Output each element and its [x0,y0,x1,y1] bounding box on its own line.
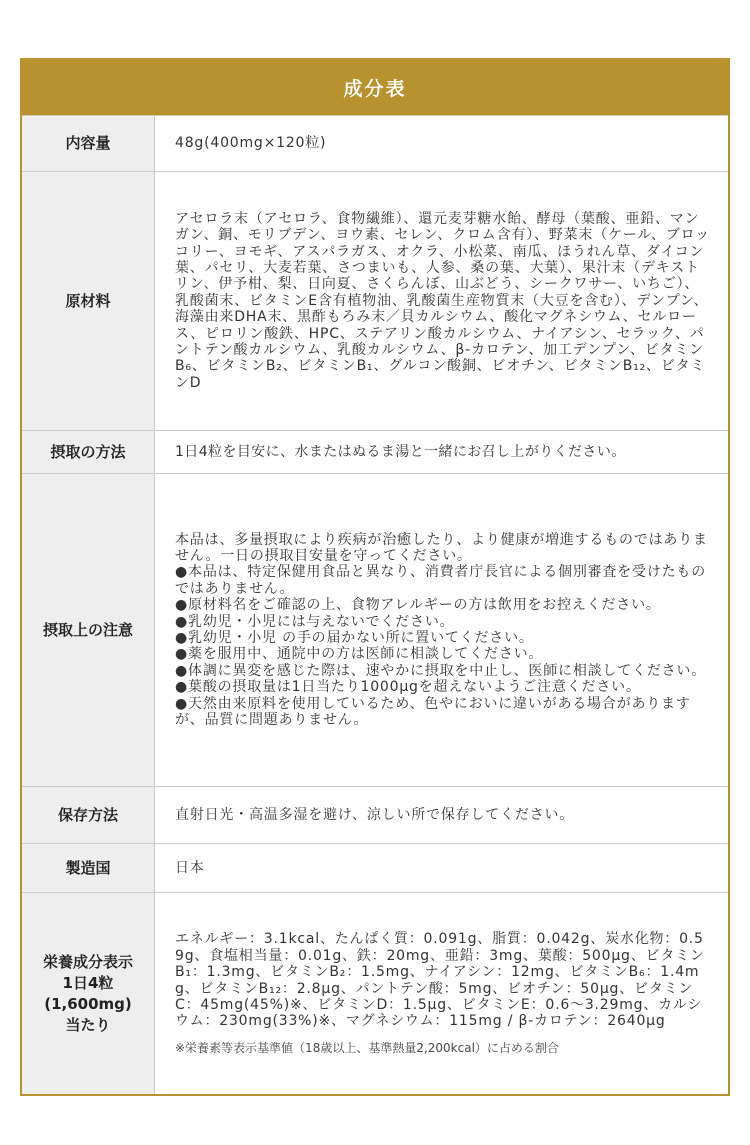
table-row [22,786,728,843]
caution-line: ●葉酸の摂取量は1日当たり1000μgを超えないようご注意ください。 [175,679,641,696]
caution-line: ●天然由来原料を使用しているため、色やにおいに違いがある場合がありますが、品質に問題ありません。 [175,695,691,729]
row-label-caution: 摂取上の注意 [22,474,155,786]
row-label-country: 製造国 [22,844,155,892]
table-row [22,430,728,473]
caution-line: ●原材料名をご確認の上、食物アレルギーの方は飲用をお控えください。 [175,597,661,614]
caution-line: ●乳幼児・小児 の手の届かない所に置いてください。 [175,630,534,646]
table-row [22,843,728,892]
country-text: 日本 [175,859,205,876]
content-text: 48g(400mg×120粒) [175,135,327,152]
row-value-country [155,844,728,892]
ingredients-text: アセロラ末（アセロラ、食物繊維）、還元麦芽糖水飴、酵母（葉酸、亜鉛、マンガン、銅、モリブデン、ヨウ素、セレン、クロム含有）、野菜末（ケール、ブロッコリー、ヨモギ、アスパラガス、オクラ、小松菜、南瓜、ほうれん草、ダイコン葉、パセリ、大麦若葉、さつまいも、人参、桑の葉、大葉）、果汁末（デキストリン、伊予柑、梨、日向夏、さくらんぼ、山ぶどう、シークワサー、いちご）、乳酸菌末、ビタミンE含有植物油、乳酸菌生産物質末（大豆を含む）、デンプン、海藻由来DHA末、黒酢もろみ末／貝カルシウム、酸化マグネシウム、セルロース、ピロリン酸鉄、HPC、ステアリン酸カルシウム、ナイアシン、セラック、パントテン酸カルシウム、乳酸カルシウム、β-カロテン、加工デンプン、ビタミンB₆、ビタミンB₂、ビタミンB₁、グルコン酸銅、ビオチン、ビタミンB₁₂、ビタミンD [175,210,710,391]
row-value-nutrition [155,893,728,1094]
row-label-how-to-take: 摂取の方法 [22,431,155,473]
row-value-how-to-take [155,431,728,473]
nutrition-footnote: ※栄養素等表示基準値（18歳以上、基準熱量2,200kcal）に占める割合 [175,1040,559,1055]
nutrition-text: エネルギー：3.1kcal、たんぱく質：0.091g、脂質：0.042g、炭水化物：0.59g、食塩相当量：0.01g、鉄：20mg、亜鉛：3mg、葉酸：500μg、ビタミンB₁：1.3mg、ビタミンB₂：1.5mg、ナイアシン：12mg、ビタミンB₆：1.4mg、ビタミンB₁₂：2.8μg、パントテン酸：5mg、ビオチン：50μg、ビタミンC：45mg(45%)※、ビタミンD：1.5μg、ビタミンE：0.6〜3.29mg、カルシウム：230mg(33%)※、マグネシウム：115mg / β-カロテン：2640μg [175,931,705,1030]
caution-line: 本品は、多量摂取により疾病が治癒したり、より健康が増進するものではありません。一日の摂取目安量を守ってください。 [175,531,708,564]
table-row [22,115,728,171]
caution-line: ●体調に異変を感じた際は、速やかに摂取を中止し、医師に相談してください。 [175,662,707,679]
row-label-storage: 保存方法 [22,787,155,843]
row-label-content: 内容量 [22,116,155,171]
how-to-take-text: 1日4粒を目安に、水またはぬるま湯と一緒にお召し上がりください。 [175,443,626,460]
table-title: 成分表 [22,60,728,115]
table-row [22,473,728,786]
row-value-ingredients [155,172,728,430]
row-value-caution [155,474,728,786]
caution-line: ●薬を服用中、通院中の方は医師に相談してください。 [175,646,544,663]
ingredients-table [20,58,730,1096]
row-label-nutrition: 栄養成分表示 1日4粒 (1,600mg) 当たり [22,893,155,1094]
caution-line: ●本品は、特定保健用食品と異なり、消費者庁長官による個別審査を受けたものではありません。 [175,564,707,597]
storage-text: 直射日光・高温多湿を避け、涼しい所で保存してください。 [175,806,575,823]
caution-line: ●乳幼児・小児には与えないでください。 [175,613,455,630]
table-row [22,171,728,430]
row-value-content [155,116,728,171]
row-value-storage [155,787,728,843]
table-row [22,892,728,1094]
row-label-ingredients: 原材料 [22,172,155,430]
